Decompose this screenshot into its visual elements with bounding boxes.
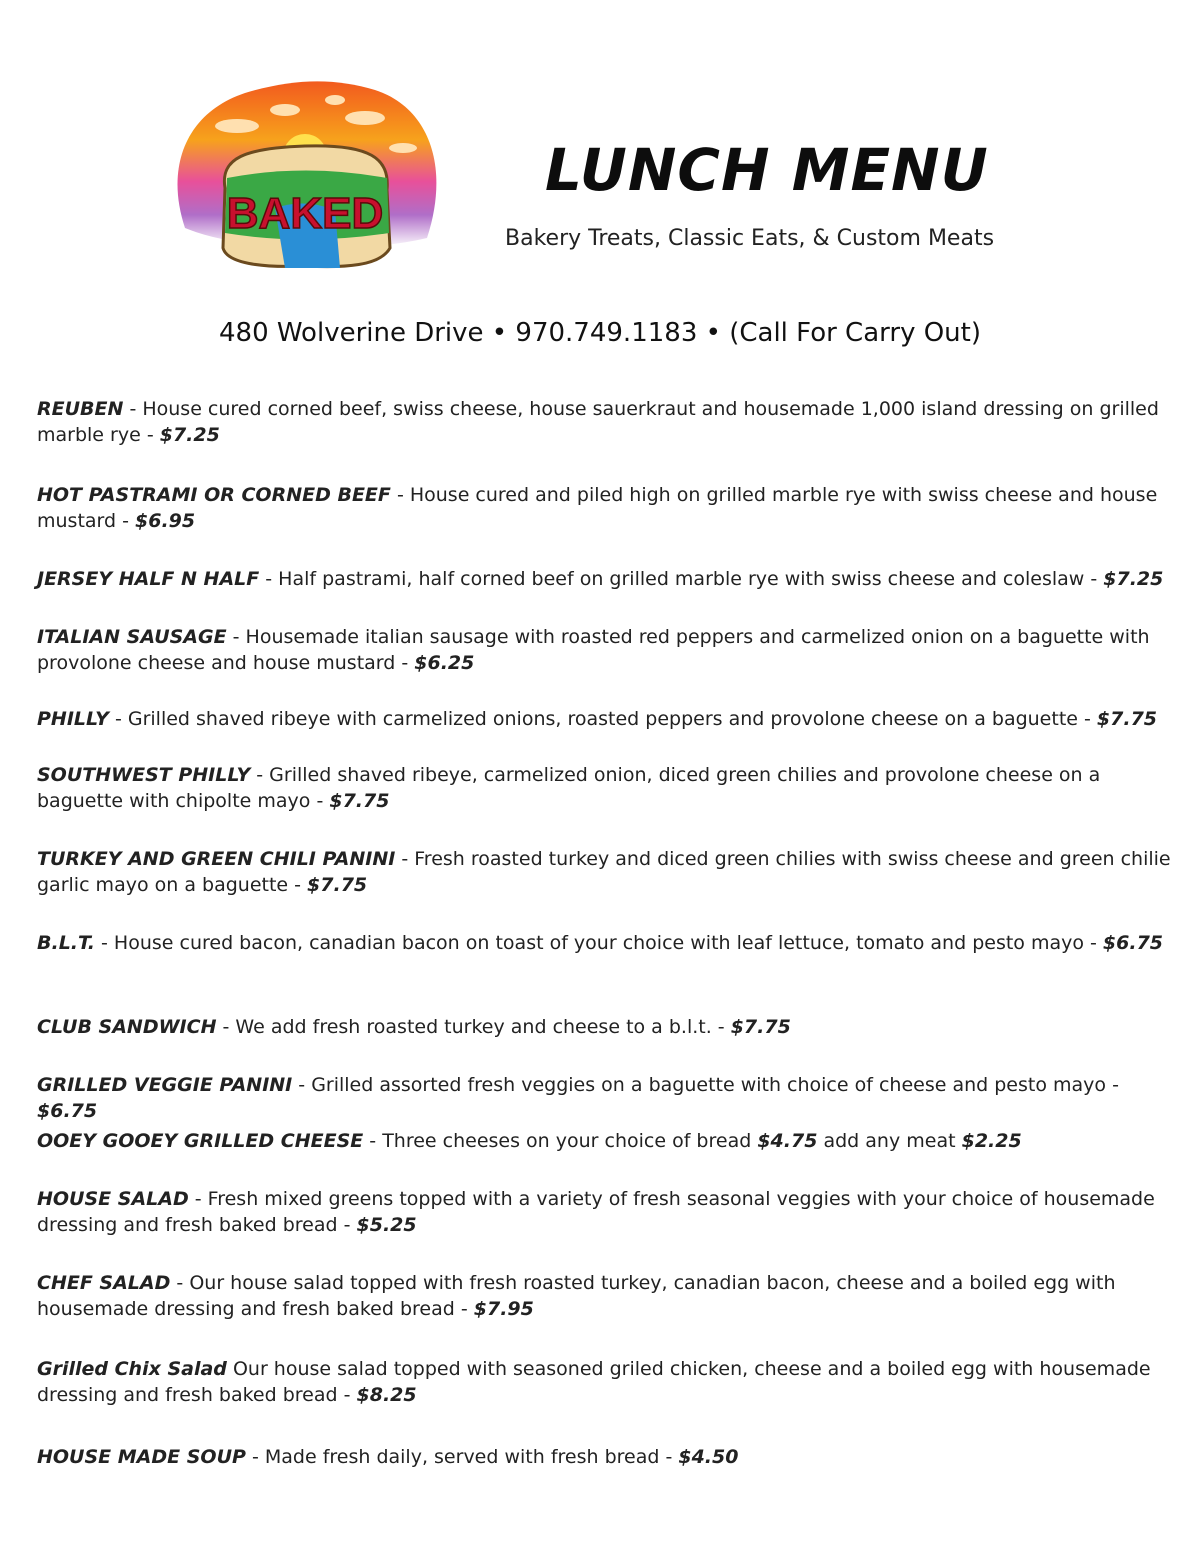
item-separator: -	[250, 764, 270, 786]
item-separator: -	[259, 568, 279, 590]
item-name: ITALIAN SAUSAGE	[37, 626, 227, 648]
item-name: CHEF SALAD	[37, 1272, 171, 1294]
item-price: $7.75	[329, 790, 390, 812]
item-price: $7.25	[1103, 568, 1164, 590]
menu-item	[37, 624, 1177, 676]
menu-item	[37, 930, 1177, 956]
item-price: $7.95	[473, 1298, 534, 1320]
item-price: $7.75	[307, 874, 368, 896]
baked-logo	[165, 78, 445, 278]
menu-item	[37, 846, 1177, 898]
item-description: Our house salad topped with seasoned griled chicken, cheese and a boiled egg with housemade dressing and fresh baked bread -	[37, 1358, 1151, 1406]
item-description: Grilled assorted fresh veggies on a baguette with choice of cheese and pesto mayo -	[311, 1074, 1119, 1096]
item-price: $7.75	[1096, 708, 1158, 730]
menu-item	[37, 396, 1177, 448]
item-name: HOT PASTRAMI OR CORNED BEEF	[37, 484, 391, 506]
item-description: House cured bacon, canadian bacon on toast of your choice with leaf lettuce, tomato and pesto mayo -	[113, 932, 1103, 954]
item-separator: -	[94, 932, 114, 954]
item-price: $8.25	[356, 1384, 417, 1406]
item-separator: -	[292, 1074, 312, 1096]
item-separator: -	[245, 1446, 265, 1468]
item-description: House cured and piled high on grilled marble rye with swiss cheese and house mustard -	[37, 484, 1158, 532]
item-description: Half pastrami, half corned beef on grilled marble rye with swiss cheese and coleslaw -	[278, 568, 1104, 590]
menu-item	[37, 1444, 1177, 1470]
item-price: $6.75	[1102, 932, 1164, 954]
menu-item	[37, 482, 1177, 534]
item-name: REUBEN	[37, 398, 124, 420]
item-description: Three cheeses on your choice of bread	[382, 1130, 758, 1152]
item-separator: -	[226, 626, 246, 648]
page-subtitle: Bakery Treats, Classic Eats, & Custom Meats	[505, 226, 995, 251]
item-separator: -	[123, 398, 143, 420]
page-title: LUNCH MENU	[545, 136, 989, 204]
item-description: Housemade italian sausage with roasted red peppers and carmelized onion on a baguette with provolone cheese and house mustard -	[37, 626, 1150, 674]
item-name: Grilled Chix Salad	[37, 1358, 227, 1380]
item-separator: -	[216, 1016, 236, 1038]
item-description: Grilled shaved ribeye with carmelized onions, roasted peppers and provolone cheese on a baguette -	[127, 708, 1097, 730]
item-price: $7.25	[159, 424, 220, 446]
address-line: 480 Wolverine Drive • 970.749.1183 • (Call For Carry Out)	[218, 318, 981, 348]
item-price: $5.25	[356, 1214, 417, 1236]
item-description: House cured corned beef, swiss cheese, house sauerkraut and housemade 1,000 island dressing on grilled marble rye -	[37, 398, 1159, 446]
item-separator: -	[108, 708, 128, 730]
item-price: $6.25	[414, 652, 475, 674]
item-description: Our house salad topped with fresh roasted turkey, canadian bacon, cheese and a boiled egg with housemade dressing and fresh baked bread -	[37, 1272, 1116, 1320]
item-price-addon: $2.25	[961, 1130, 1022, 1152]
item-description: Made fresh daily, served with fresh bread -	[264, 1446, 679, 1468]
item-name: CLUB SANDWICH	[37, 1016, 217, 1038]
item-name: JERSEY HALF N HALF	[37, 568, 260, 590]
item-price: $6.75	[37, 1100, 98, 1122]
item-separator: -	[390, 484, 410, 506]
logo-wordmark: BAKED	[226, 189, 384, 238]
item-separator: -	[188, 1188, 208, 1210]
item-price: $4.50	[678, 1446, 739, 1468]
item-name: HOUSE MADE SOUP	[37, 1446, 246, 1468]
item-name: GRILLED VEGGIE PANINI	[37, 1074, 293, 1096]
menu-item	[37, 1186, 1177, 1238]
menu-item	[37, 1128, 1177, 1154]
item-price: $6.95	[135, 510, 196, 532]
item-price: $7.75	[730, 1016, 791, 1038]
item-description: Fresh mixed greens topped with a variety of fresh seasonal veggies with your choice of housemade dressing and fresh baked bread -	[37, 1188, 1155, 1236]
item-separator: -	[395, 848, 415, 870]
item-name: SOUTHWEST PHILLY	[37, 764, 251, 786]
item-extra: add any meat	[817, 1130, 962, 1152]
menu-item	[37, 566, 1177, 592]
item-description: Fresh roasted turkey and diced green chilies with swiss cheese and green chilie garlic mayo on a baguette -	[37, 848, 1171, 896]
item-name: OOEY GOOEY GRILLED CHEESE	[37, 1130, 364, 1152]
menu-item	[37, 1072, 1177, 1124]
item-description: We add fresh roasted turkey and cheese to a b.l.t. -	[235, 1016, 731, 1038]
menu-item	[37, 762, 1177, 814]
menu-item	[37, 706, 1177, 732]
item-name: B.L.T.	[37, 932, 95, 954]
menu-item	[37, 1356, 1177, 1408]
item-price: $4.75	[757, 1130, 818, 1152]
item-name: TURKEY AND GREEN CHILI PANINI	[37, 848, 396, 870]
menu-item	[37, 1270, 1177, 1322]
item-name: PHILLY	[37, 708, 109, 730]
menu-item	[37, 1014, 1177, 1040]
item-name: HOUSE SALAD	[37, 1188, 189, 1210]
item-description: Grilled shaved ribeye, carmelized onion, diced green chilies and provolone cheese on a baguette with chipolte mayo -	[37, 764, 1101, 812]
item-separator: -	[363, 1130, 383, 1152]
item-separator: -	[170, 1272, 190, 1294]
